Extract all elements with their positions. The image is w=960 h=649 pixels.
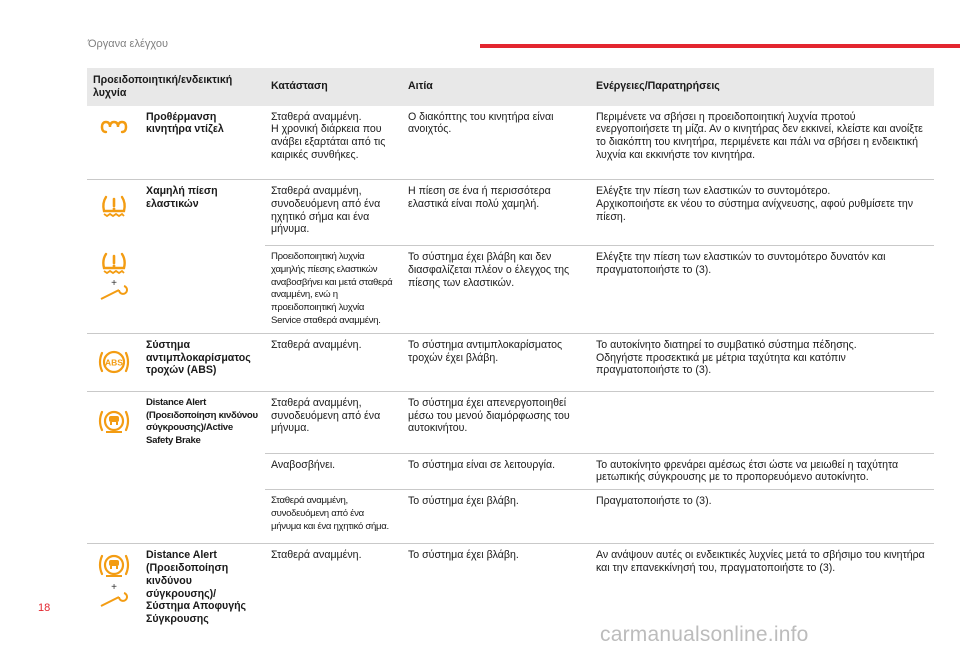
table-row [87, 246, 934, 334]
lamp-action: Αν ανάψουν αυτές οι ενδεικτικές λυχνίες μετά το σβήσιμο του κινητήρα και την επανεκκίνησή του, πραγματοποιήστε το (3). [596, 549, 925, 574]
lamp-state: Αναβοσβήνει. [265, 453, 402, 490]
lamp-cause: Το σύστημα έχει βλάβη. [408, 549, 519, 562]
lamp-cause: Το σύστημα έχει βλάβη και δεν διασφαλίζεται πλέον ο έλεγχος της πίεσης των ελαστικών. [402, 246, 590, 334]
svg-text:+: + [110, 582, 117, 594]
lamp-name: Προθέρμανση κινητήρα ντίζελ [140, 106, 265, 180]
table-header-row [87, 68, 934, 106]
column-header-lamp: Προειδοποιητική/ενδεικτική λυχνία [87, 68, 265, 106]
lamp-icon-cell [87, 180, 140, 246]
distance-alert-service-icon [97, 550, 131, 610]
lamp-cause: Η πίεση σε ένα ή περισσότερα ελαστικά είναι πολύ χαμηλή. [402, 180, 590, 246]
lamp-cause: Το σύστημα έχει βλάβη. [402, 490, 590, 544]
lamp-action: Ελέγξτε την πίεση των ελαστικών το συντομότερο. Αρχικοποιήστε εκ νέου το σύστημα ανίχνευσης, αφού ρυθμίσετε την πίεση. [590, 180, 934, 246]
tyre-pressure-service-icon [97, 252, 131, 302]
lamp-name: Distance Alert (Προειδοποίηση κινδύνου σύγκρουσης)/Active Safety Brake [146, 396, 258, 447]
lamp-name-empty [140, 453, 265, 490]
lamp-action: Το αυτοκίνητο φρενάρει αμέσως έτσι ώστε να μειωθεί η ταχύτητα μετωπικής σύγκρουσης με το προπορευόμενο αυτοκίνητο. [590, 453, 934, 490]
lamp-action: Το αυτοκίνητο διατηρεί το συμβατικό σύστημα πέδησης. Οδηγήστε προσεκτικά με μέτρια ταχύτητα και κατόπιν πραγματοποιήστε το (3). [590, 333, 934, 391]
lamp-state: Σταθερά αναμμένη, συνοδευόμενη από ένα μήνυμα. [265, 391, 402, 453]
lamp-cause: Το σύστημα είναι σε λειτουργία. [402, 453, 590, 490]
glow-plug-icon [99, 120, 129, 134]
lamp-name: Χαμηλή πίεση ελαστικών [146, 185, 218, 210]
lamp-icon-cell [87, 544, 140, 631]
lamp-icon-cell-empty [87, 490, 140, 544]
table-row [87, 180, 934, 246]
lamp-cause: Το σύστημα έχει απενεργοποιηθεί μέσω του μενού διαμόρφωσης του αυτοκινήτου. [402, 391, 590, 453]
lamp-state: Προειδοποιητική λυχνία χαμηλής πίεσης ελαστικών αναβοσβήνει και μετά σταθερά αναμμένη, ενώ η προειδοποιητική λυχνία Service σταθερά αναμμένη. [265, 246, 402, 334]
table-row [87, 544, 934, 631]
table-row [87, 333, 934, 391]
page-number: 18 [38, 602, 51, 614]
lamp-state: Σταθερά αναμμένη. [265, 333, 402, 391]
lamp-state: Σταθερά αναμμένη, συνοδευόμενη από ένα ηχητικό σήμα και ένα μήνυμα. [265, 180, 402, 246]
lamp-name-empty [140, 490, 265, 544]
section-title: Όργανα ελέγχου [88, 38, 168, 50]
watermark: carmanualsonline.info [600, 623, 809, 646]
table-row [87, 490, 934, 544]
lamp-state: Σταθερά αναμμένη. [271, 549, 362, 562]
tyre-pressure-icon [100, 194, 128, 218]
column-header-action: Ενέργειες/Παρατηρήσεις [590, 68, 934, 106]
table-row [87, 106, 934, 180]
lamp-name: Σύστημα αντιμπλοκαρίσματος τροχών (ABS) [140, 333, 265, 391]
column-header-state: Κατάσταση [265, 68, 402, 106]
lamp-state: Σταθερά αναμμένη. Η χρονική διάρκεια που ανάβει εξαρτάται από τις καιρικές συνθήκες. [265, 106, 402, 180]
lamp-action: Περιμένετε να σβήσει η προειδοποιητική λυχνία προτού ενεργοποιήσετε τη μίζα. Αν ο κινητήρας δεν εκκινεί, κλείστε και ανοίξτε το διακόπτη του κινητήρα, περιμένετε και πάλι να σβήσει η ενδεικτική λυχνία και εκκινήστε τον κινητήρα. [590, 106, 934, 180]
lamp-state: Σταθερά αναμμένη, συνοδευόμενη από ένα μήνυμα και ένα ηχητικό σήμα. [265, 490, 402, 544]
lamp-cause: Το σύστημα αντιμπλοκαρίσματος τροχών έχει βλάβη. [402, 333, 590, 391]
table-row [87, 391, 934, 453]
lamp-icon-cell [87, 391, 140, 453]
lamp-action: Πραγματοποιήστε το (3). [590, 490, 934, 544]
lamp-action [590, 391, 934, 453]
lamp-icon-cell-empty [87, 453, 140, 490]
abs-icon-label: ABS [104, 357, 123, 368]
column-header-cause: Αιτία [402, 68, 590, 106]
svg-text:+: + [110, 277, 117, 289]
lamp-action: Ελέγξτε την πίεση των ελαστικών το συντομότερο δυνατόν και πραγματοποιήστε το (3). [590, 246, 934, 334]
section-accent-bar [480, 44, 960, 48]
lamp-cause: Ο διακόπτης του κινητήρα είναι ανοιχτός. [402, 106, 590, 180]
table-row [87, 453, 934, 490]
abs-icon [97, 348, 131, 376]
distance-alert-icon [97, 406, 131, 436]
lamp-icon-cell [87, 246, 140, 334]
lamp-icon-cell [87, 333, 140, 391]
warning-lamps-table [87, 68, 934, 631]
lamp-icon-cell [87, 106, 140, 180]
lamp-name: Distance Alert (Προειδοποίηση κινδύνου σύγκρουσης)/ Σύστημα Αποφυγής Σύγκρουσης [146, 549, 247, 626]
lamp-name-empty [140, 246, 265, 334]
